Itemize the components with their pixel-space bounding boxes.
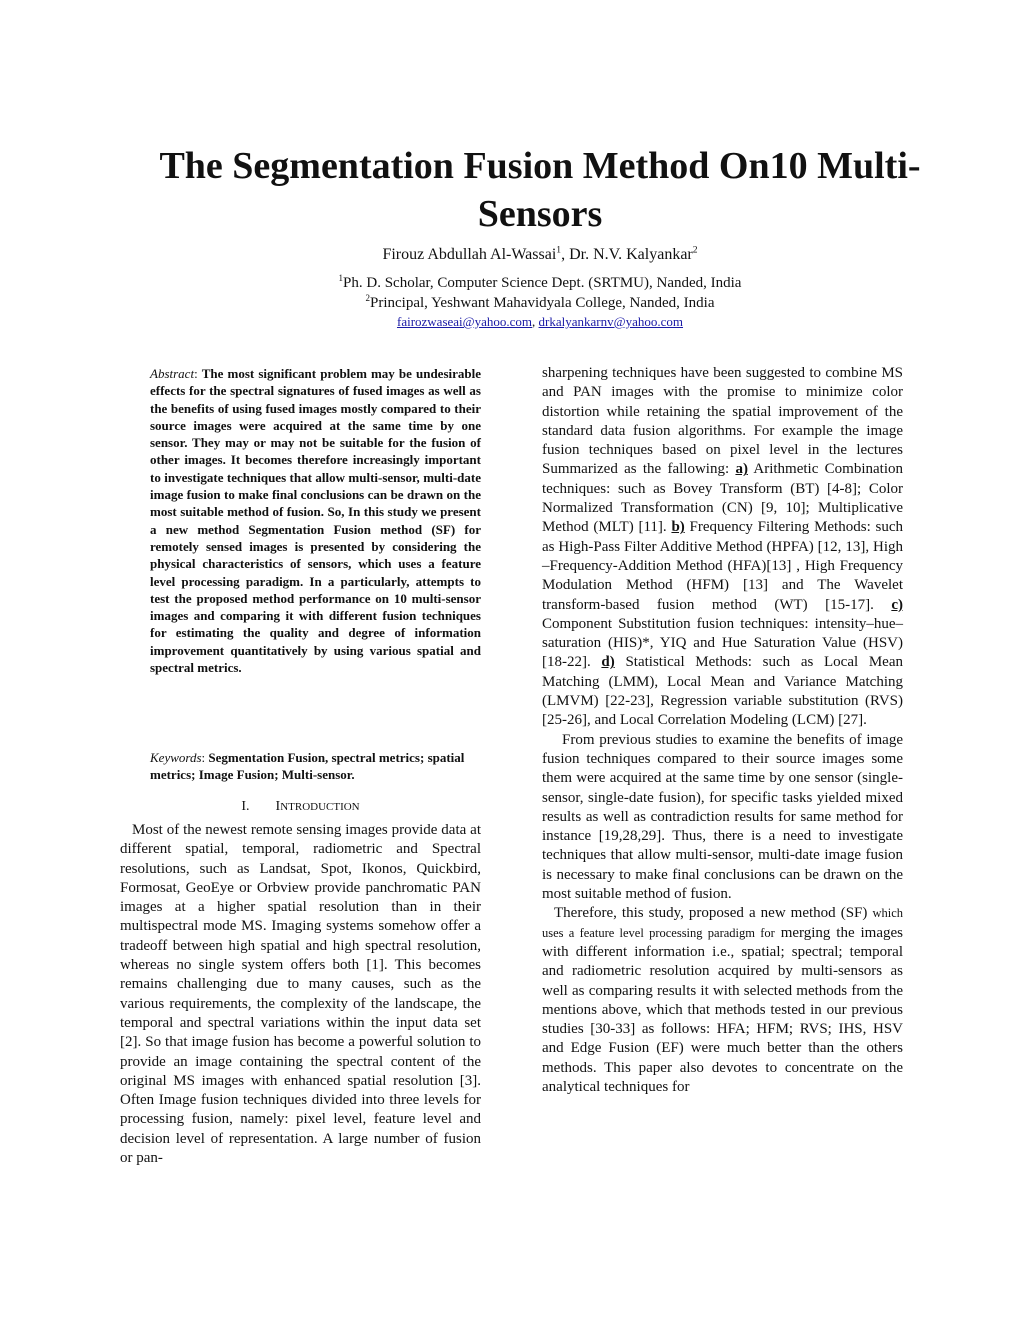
label-a: a) (735, 461, 748, 478)
author-1-sup: 1 (556, 244, 562, 256)
section-title (276, 799, 360, 814)
keywords (150, 749, 481, 784)
keywords-label: Keywords (150, 750, 202, 765)
abstract (150, 365, 481, 676)
email-link-1[interactable]: fairozwaseai@yahoo.com (396, 314, 533, 329)
p1-text-d: Component Substitution fusion techniques: intensity–hue–saturation (HIS)*, YIQ and Hue Saturation Value (HSV) [18-22]. (542, 615, 903, 671)
page-title: The Segmentation Fusion Method On10 Multi-Sensors (159, 145, 921, 235)
author-separator: , (561, 246, 570, 263)
affiliation-2 (120, 293, 960, 313)
abstract-label: Abstract (150, 366, 195, 381)
author-2: Dr. N.V. Kalyankar (569, 246, 693, 263)
abstract-text: The most significant problem may be undesirable effects for the spectral signatures of fused images as well as the benefits of using fused images mostly compared to their source images were acquired at the same time by one sensor. They may or may not be suitable for the fusion of other images. It becomes therefore increasingly important to investigate techniques that allow multi-sensor, multi-date image fusion to make final conclusions can be drawn on the most suitable method of fusion. So, In this study we present a new method Segmentation Fusion method (SF) for remotely sensed images is presented by considering the physical characteristics of sensors, which uses a feature level processing paradigm. In a particularly, attempts to test the proposed method performance on 10 multi-sensor images and comparing it with different fusion techniques for estimating the quality and degree of information improvement quantitatively by using various spatial and spectral metrics. (150, 366, 481, 676)
affiliation-2-sup: 2 (365, 293, 370, 303)
right-paragraph-3 (542, 904, 903, 1097)
affiliation-2-text: Principal, Yeshwant Mahavidyala College, Nanded, India (369, 295, 715, 311)
introduction-paragraph (120, 821, 481, 1168)
email-separator: , (532, 314, 539, 329)
right-column (542, 364, 903, 1097)
affiliation-1-sup: 1 (338, 273, 344, 283)
abstract-colon: : (194, 366, 202, 381)
section-title-rest: NTRODUCTION (280, 801, 360, 813)
email-line (120, 313, 960, 331)
label-b: b) (671, 519, 685, 536)
section-heading-introduction (120, 798, 481, 816)
label-d: d) (601, 654, 615, 671)
affiliation-1-text: Ph. D. Scholar, Computer Science Dept. (SRTMU), Nanded, India (343, 275, 742, 291)
p1-text-a: sharpening techniques have been suggested to combine MS and PAN images with the promise to minimize color distortion while retaining the spatial improvement of the standard data fusion algorithms. For example the image fusion techniques based on pixel level in the lectures Summarized as the fallowing: (542, 365, 903, 478)
label-c: c) (891, 596, 903, 613)
p3-text-b: merging the images with different information i.e., spatial; spectral; temporal and radiometric resolution acquired by multi-sensors as well as comparing results it with selected methods from the mentions above, which that methods tested in our previous studies [30-33] as follows: HFA; HFM; RVS; IHS, HSV and Edge Fusion (EF) were much better than the others methods. This paper also devotes to concentrate on the analytical techniques for (542, 924, 903, 1095)
p1-text-b: Arithmetic Combination techniques: such as Bovey Transform (BT) [4-8]; Color Normalized Transformation (CN) [9, 10]; Multiplicative Method (MLT) [11]. (542, 461, 903, 536)
keywords-text: Segmentation Fusion, spectral metrics; spatial metrics; Image Fusion; Multi-sensor. (150, 750, 465, 783)
intro-text: Most of the newest remote sensing images provide data at different spatial, temporal, radiometric and Spectral resolutions, such as Landsat, Spot, Ikonos, Quickbird, Formosat, GeoEye or Orbview provide panchromatic PAN images at a higher spatial resolution than in their multispectral mode MS. Imaging systems somehow offer a tradeoff between high spatial and high spectral resolution, whereas no single system offers both [1]. This becomes remains challenging due to many causes, such as the various requirements, the complexity of the landscape, the temporal and spectral variations within the input data set [2]. So that image fusion has become a powerful solution to provide an image containing the spectral content of the original MS images with enhanced spatial resolution [3]. Often Image fusion techniques divided into three levels for processing fusion, namely: pixel level, feature level and decision level of representation. A large number of fusion or pan- (120, 822, 481, 1167)
p1-text-e: Statistical Methods: such as Local Mean Matching (LMM), Local Mean and Variance Matching (LMVM) [22-23], Regression variable substitution (RVS) [25-26], and Local Correlation Modeling (LCM) [27]. (542, 654, 903, 729)
author-line (120, 245, 960, 265)
p3-text-small: which uses a feature level processing paradigm for (542, 906, 903, 940)
keywords-colon: : (201, 750, 209, 765)
section-title-initial: I (275, 799, 281, 814)
section-number: I. (241, 799, 250, 814)
right-paragraph-2: From previous studies to examine the benefits of image fusion techniques compared to their source images some them were acquired at the same time by one sensor (single-sensor, single-date fusion), for specific tasks yielded mixed results as well as contradiction results for same method for instance [19,28,29]. Thus, there is a need to investigate techniques that allow multi-sensor, multi-date image fusion is necessary to make final conclusions can be drawn on the most suitable method of fusion. (542, 731, 903, 903)
right-paragraph-1 (542, 364, 903, 731)
p1-text-c: Frequency Filtering Methods: such as High-Pass Filter Additive Method (HPFA) [12, 13], High –Frequency-Addition Method (HFA)[13] , High Frequency Modulation Method (HFM) [13] and The Wavelet transform-based fusion method (WT) [15-17]. (542, 519, 903, 613)
affiliation-1 (120, 273, 960, 293)
p3-text-a: Therefore, this study, proposed a new method (SF) (554, 905, 873, 922)
email-link-2[interactable]: drkalyankarnv@yahoo.com (538, 314, 684, 329)
author-1: Firouz Abdullah Al-Wassai (382, 246, 557, 263)
author-2-sup: 2 (692, 244, 698, 256)
